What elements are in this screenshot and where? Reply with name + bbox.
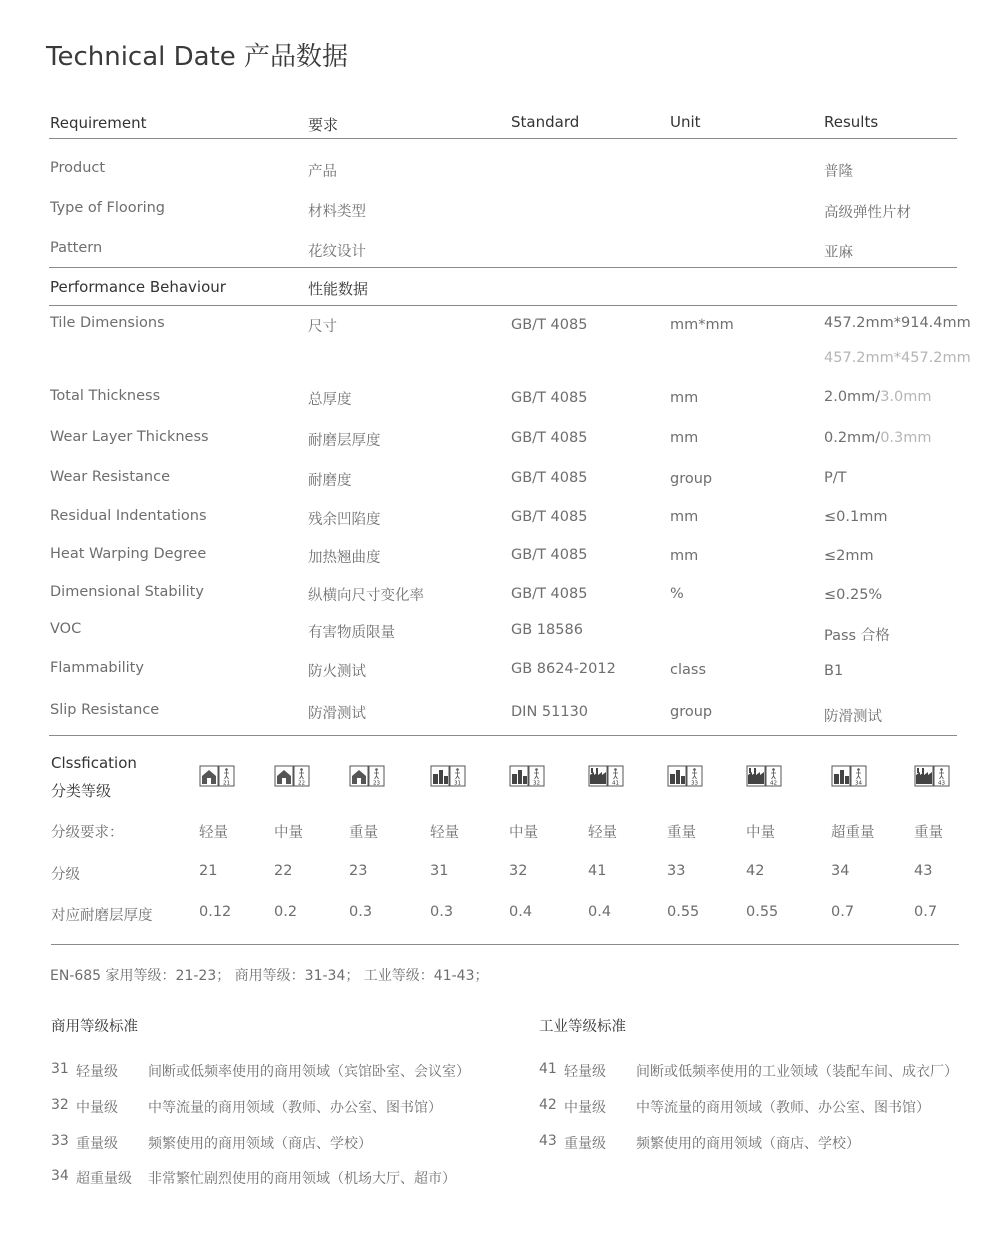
commercial-standards-title: 商用等级标准 bbox=[51, 1019, 138, 1035]
standard-desc: 中等流量的商用领域（教师、办公室、图书馆） bbox=[148, 1100, 442, 1116]
row-result: 457.2mm*914.4mm bbox=[824, 315, 971, 331]
classification-cell: 21 bbox=[199, 863, 218, 879]
commercial-icon bbox=[430, 762, 462, 786]
standard-level: 重量级 bbox=[564, 1136, 606, 1152]
row-label-en: Pattern bbox=[50, 240, 103, 256]
classification-cell: 重量 bbox=[914, 825, 943, 841]
classification-cell: 31 bbox=[430, 863, 449, 879]
commercial-icon bbox=[667, 762, 699, 786]
domestic-icon bbox=[349, 762, 381, 786]
standard-desc: 频繁使用的商用领域（商店、学校） bbox=[148, 1136, 372, 1152]
standard-desc: 非常繁忙剧烈使用的商用领域（机场大厅、超市） bbox=[148, 1171, 456, 1187]
row-result: ≤2mm bbox=[824, 548, 874, 564]
classification-cell: 42 bbox=[746, 863, 765, 879]
row-standard: GB/T 4085 bbox=[511, 317, 588, 333]
industrial-icon bbox=[746, 762, 778, 786]
commercial-icon bbox=[509, 762, 541, 786]
row-label-cn: 防滑测试 bbox=[308, 706, 366, 722]
svg-text:43: 43 bbox=[938, 780, 945, 787]
svg-text:34: 34 bbox=[855, 780, 862, 787]
standard-code: 34 bbox=[51, 1168, 69, 1184]
classification-row-label: 分级 bbox=[51, 867, 80, 883]
row-result: 普隆 bbox=[824, 164, 853, 180]
row-label-en: Residual Indentations bbox=[50, 508, 207, 524]
result-primary: 0.2mm/ bbox=[824, 430, 881, 446]
col-header-results: Results bbox=[824, 113, 879, 131]
svg-text:23: 23 bbox=[373, 780, 380, 787]
row-standard: DIN 51130 bbox=[511, 704, 589, 720]
standard-code: 31 bbox=[51, 1061, 69, 1077]
row-result: 防滑测试 bbox=[824, 709, 882, 725]
classification-cell: 23 bbox=[349, 863, 368, 879]
section-divider bbox=[49, 735, 957, 736]
row-label-en: Tile Dimensions bbox=[50, 315, 165, 331]
row-result bbox=[824, 389, 932, 405]
result-alternate: 3.0mm bbox=[880, 389, 932, 405]
row-result: Pass 合格 bbox=[824, 628, 890, 644]
classification-cell: 中量 bbox=[746, 825, 775, 841]
row-label-cn: 纵横向尺寸变化率 bbox=[308, 588, 424, 604]
row-result: ≤0.1mm bbox=[824, 509, 888, 525]
standard-code: 41 bbox=[539, 1061, 557, 1077]
row-label-en: Heat Warping Degree bbox=[50, 546, 207, 562]
col-header-requirement: Requirement bbox=[50, 114, 147, 132]
row-label-cn: 花纹设计 bbox=[308, 244, 366, 260]
row-unit: mm bbox=[670, 548, 699, 564]
classification-cell: 0.3 bbox=[349, 904, 373, 920]
classification-cell: 0.55 bbox=[746, 904, 779, 920]
row-label-cn: 耐磨层厚度 bbox=[308, 433, 381, 449]
row-label-en: VOC bbox=[50, 621, 82, 637]
standard-level: 中量级 bbox=[76, 1100, 118, 1116]
section-divider bbox=[49, 305, 957, 306]
col-header-unit: Unit bbox=[670, 113, 701, 131]
classification-cell: 轻量 bbox=[199, 825, 228, 841]
row-result: 亚麻 bbox=[824, 245, 853, 261]
row-unit: mm*mm bbox=[670, 317, 734, 333]
section-divider bbox=[49, 267, 957, 268]
standard-level: 轻量级 bbox=[76, 1064, 118, 1080]
col-header-requirement-cn: 要求 bbox=[308, 116, 339, 134]
standard-desc: 中等流量的商用领域（教师、办公室、图书馆） bbox=[636, 1100, 930, 1116]
standard-desc: 间断或低频率使用的工业领域（装配车间、成衣厂） bbox=[636, 1064, 958, 1080]
row-standard: GB/T 4085 bbox=[511, 390, 588, 406]
domestic-icon bbox=[199, 762, 231, 786]
standard-code: 43 bbox=[539, 1133, 557, 1149]
row-standard: GB/T 4085 bbox=[511, 430, 588, 446]
classification-cell: 22 bbox=[274, 863, 293, 879]
standard-level: 中量级 bbox=[564, 1100, 606, 1116]
svg-text:32: 32 bbox=[533, 780, 540, 787]
section-title-en: Performance Behaviour bbox=[50, 278, 226, 296]
svg-text:42: 42 bbox=[770, 780, 777, 787]
col-header-standard: Standard bbox=[511, 113, 580, 131]
industrial-standards-title: 工业等级标准 bbox=[539, 1019, 626, 1035]
standard-code: 32 bbox=[51, 1097, 69, 1113]
row-result-secondary: 457.2mm*457.2mm bbox=[824, 350, 971, 366]
classification-cell: 中量 bbox=[274, 825, 303, 841]
row-standard: GB/T 4085 bbox=[511, 509, 588, 525]
row-unit: group bbox=[670, 471, 713, 487]
row-label-en: Type of Flooring bbox=[50, 200, 165, 216]
result-alternate: 0.3mm bbox=[880, 430, 932, 446]
row-label-cn: 总厚度 bbox=[308, 392, 352, 408]
row-unit: mm bbox=[670, 390, 699, 406]
row-standard: GB 8624-2012 bbox=[511, 661, 616, 677]
commercial-icon bbox=[831, 762, 863, 786]
classification-cell: 0.12 bbox=[199, 904, 232, 920]
row-label-cn: 耐磨度 bbox=[308, 473, 352, 489]
row-label-cn: 产品 bbox=[308, 164, 337, 180]
standard-level: 超重量级 bbox=[76, 1171, 132, 1187]
result-primary: 2.0mm/ bbox=[824, 389, 881, 405]
classification-cell: 32 bbox=[509, 863, 528, 879]
page-title: Technical Date 产品数据 bbox=[46, 42, 349, 72]
row-label-en: Wear Layer Thickness bbox=[50, 429, 209, 445]
row-label-en: Total Thickness bbox=[50, 388, 161, 404]
row-result: 高级弹性片材 bbox=[824, 205, 911, 221]
row-unit: mm bbox=[670, 430, 699, 446]
row-unit: class bbox=[670, 662, 706, 678]
classification-cell: 0.3 bbox=[430, 904, 454, 920]
industrial-icon bbox=[588, 762, 620, 786]
header-divider bbox=[49, 138, 957, 139]
svg-text:41: 41 bbox=[612, 780, 619, 787]
svg-text:21: 21 bbox=[223, 780, 230, 787]
row-label-en: Flammability bbox=[50, 660, 144, 676]
row-result: B1 bbox=[824, 663, 844, 679]
svg-text:22: 22 bbox=[298, 780, 305, 787]
classification-cell: 43 bbox=[914, 863, 933, 879]
row-result bbox=[824, 430, 932, 446]
row-standard: GB/T 4085 bbox=[511, 586, 588, 602]
row-label-cn: 尺寸 bbox=[308, 319, 337, 335]
industrial-icon bbox=[914, 762, 946, 786]
row-label-en: Product bbox=[50, 160, 106, 176]
classification-row-label: 分级要求： bbox=[51, 825, 124, 841]
standard-code: 42 bbox=[539, 1097, 557, 1113]
svg-text:31: 31 bbox=[454, 780, 461, 787]
classification-row-label: 对应耐磨层厚度 bbox=[51, 908, 153, 924]
row-standard: GB/T 4085 bbox=[511, 547, 588, 563]
standard-level: 轻量级 bbox=[564, 1064, 606, 1080]
classification-cell: 0.7 bbox=[914, 904, 938, 920]
classification-cell: 0.4 bbox=[509, 904, 533, 920]
classification-cell: 超重量 bbox=[831, 825, 875, 841]
row-label-en: Wear Resistance bbox=[50, 469, 171, 485]
domestic-icon bbox=[274, 762, 306, 786]
row-result: P/T bbox=[824, 470, 847, 486]
row-label-cn: 加热翘曲度 bbox=[308, 550, 381, 566]
classification-cell: 中量 bbox=[509, 825, 538, 841]
classification-cell: 34 bbox=[831, 863, 850, 879]
classification-cell: 0.7 bbox=[831, 904, 855, 920]
row-unit: % bbox=[670, 586, 684, 602]
classification-cell: 0.2 bbox=[274, 904, 298, 920]
row-label-cn: 有害物质限量 bbox=[308, 625, 395, 641]
row-standard: GB 18586 bbox=[511, 622, 583, 638]
row-unit: mm bbox=[670, 509, 699, 525]
standard-code: 33 bbox=[51, 1133, 69, 1149]
standard-desc: 间断或低频率使用的商用领域（宾馆卧室、会议室） bbox=[148, 1064, 470, 1080]
section-title-cn: 性能数据 bbox=[308, 280, 369, 298]
row-label-en: Slip Resistance bbox=[50, 702, 160, 718]
row-label-cn: 防火测试 bbox=[308, 664, 366, 680]
en685-note: EN-685 家用等级：21-23； 商用等级：31-34； 工业等级：41-43； bbox=[50, 968, 489, 984]
classification-divider bbox=[51, 944, 959, 945]
classification-cell: 33 bbox=[667, 863, 686, 879]
standard-desc: 频繁使用的商用领域（商店、学校） bbox=[636, 1136, 860, 1152]
row-result: ≤0.25% bbox=[824, 587, 883, 603]
classification-cell: 41 bbox=[588, 863, 607, 879]
classification-cell: 0.4 bbox=[588, 904, 612, 920]
standard-level: 重量级 bbox=[76, 1136, 118, 1152]
classification-cell: 0.55 bbox=[667, 904, 700, 920]
classification-title-cn: 分类等级 bbox=[51, 782, 112, 800]
row-label-cn: 残余凹陷度 bbox=[308, 512, 381, 528]
row-label-cn: 材料类型 bbox=[308, 204, 366, 220]
row-label-en: Dimensional Stability bbox=[50, 584, 204, 600]
classification-title-en: Clssfication bbox=[51, 754, 137, 772]
classification-cell: 重量 bbox=[667, 825, 696, 841]
row-standard: GB/T 4085 bbox=[511, 470, 588, 486]
svg-text:33: 33 bbox=[691, 780, 698, 787]
classification-cell: 轻量 bbox=[588, 825, 617, 841]
classification-cell: 轻量 bbox=[430, 825, 459, 841]
row-unit: group bbox=[670, 704, 713, 720]
classification-cell: 重量 bbox=[349, 825, 378, 841]
